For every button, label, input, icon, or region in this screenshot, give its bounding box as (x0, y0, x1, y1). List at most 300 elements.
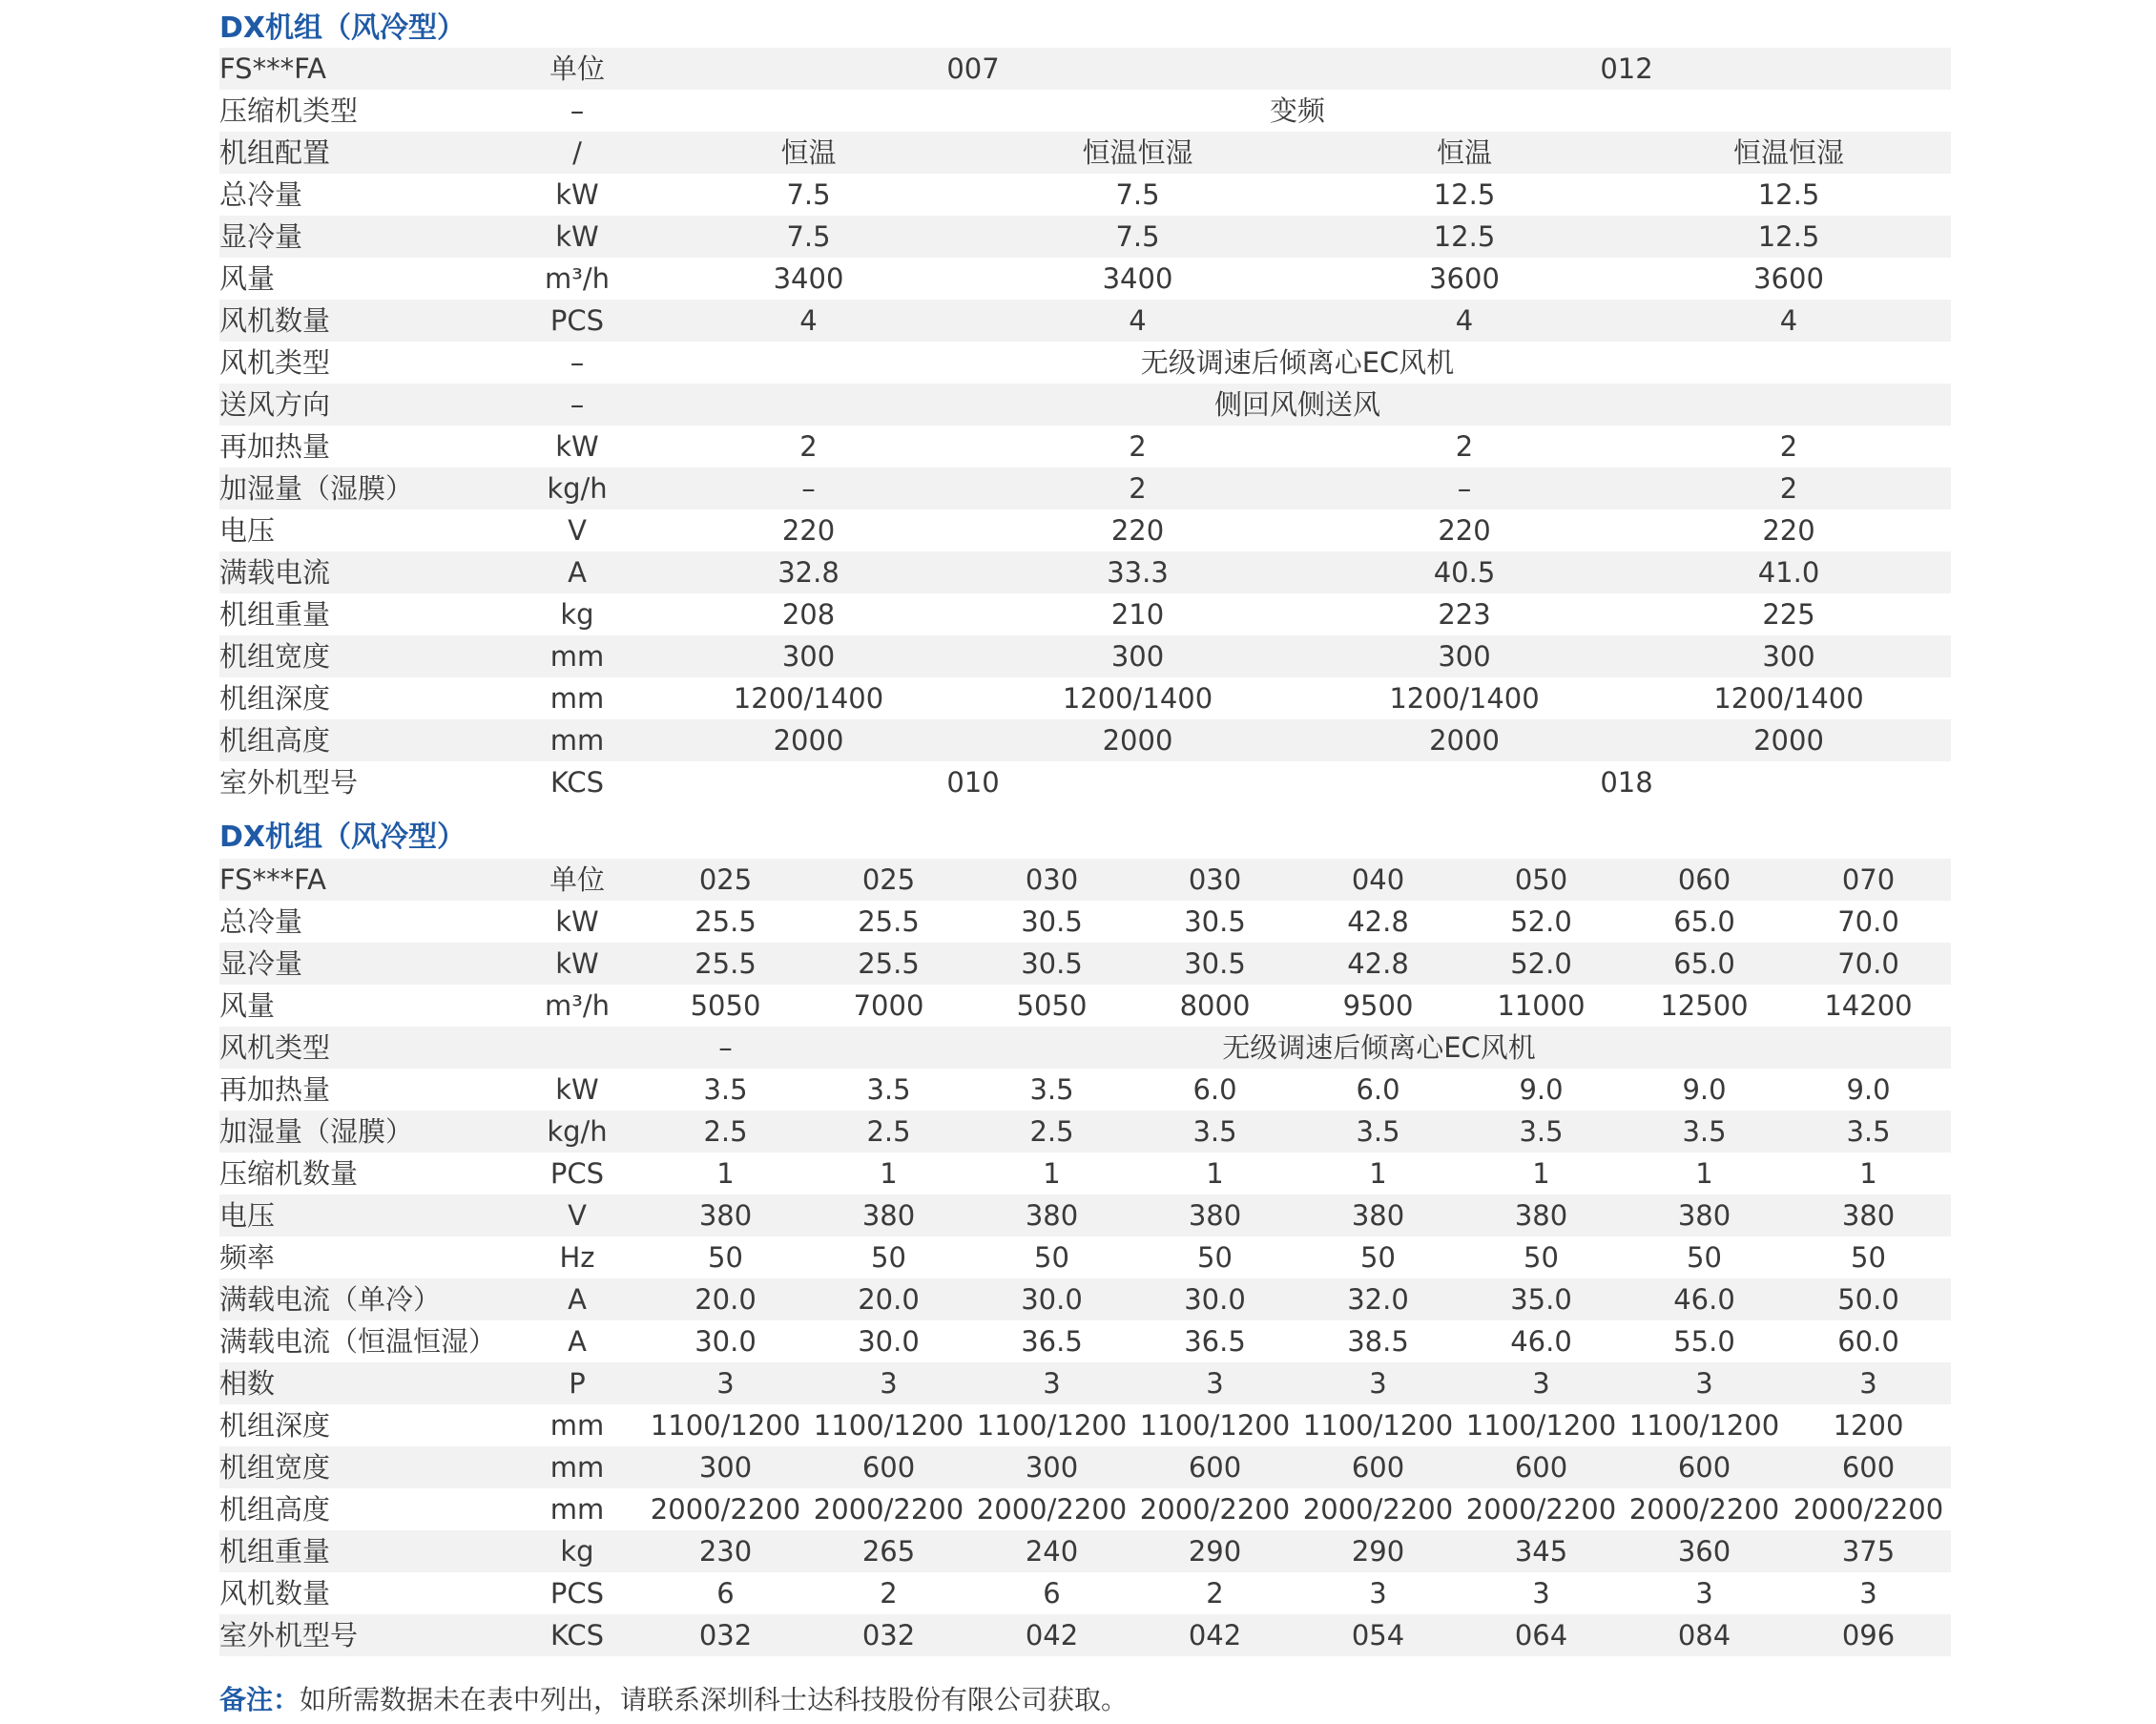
cell-value: 010 (946, 766, 1000, 799)
cell-value: 33.3 (973, 551, 1302, 593)
row-unit: mm (549, 682, 605, 715)
cell-value: 50 (871, 1241, 906, 1274)
row-unit: kg (560, 598, 594, 631)
table-row (219, 901, 1951, 943)
cell-value: 1100/1200 (976, 1409, 1128, 1442)
cell-value: 2.5 (644, 1111, 807, 1153)
table-row (219, 761, 1951, 803)
cell-value: 8000 (1179, 989, 1251, 1022)
row-label: 风机数量 (219, 300, 510, 342)
cell-value: 50 (1851, 1241, 1886, 1274)
cell-value: 1200/1400 (1062, 682, 1213, 715)
cell-value: 11000 (1497, 989, 1586, 1022)
cell-value: 030 (970, 859, 1133, 901)
cell-value: 2000 (644, 719, 973, 761)
cell-value: 042 (970, 1614, 1133, 1656)
cell-value: 6 (1043, 1577, 1061, 1610)
cell-value: 2000/2200 (1139, 1493, 1291, 1526)
row-unit: KCS (510, 1614, 644, 1656)
cell-value: 600 (1133, 1446, 1296, 1488)
cell-value: 35.0 (1460, 1278, 1623, 1320)
row-unit: P (510, 1362, 644, 1404)
row-label: 再加热量 (219, 430, 331, 463)
cell-value: 300 (973, 635, 1302, 677)
cell-value: 41.0 (1627, 551, 1951, 593)
cell-value: 025 (807, 859, 970, 901)
cell-value: 无级调速后倾离心EC风机 (1140, 346, 1455, 379)
row-unit: PCS (549, 1577, 605, 1610)
table-row (219, 859, 1951, 901)
cell-value: 65.0 (1673, 905, 1735, 938)
cell-value: 30.5 (970, 943, 1133, 985)
row-label: 满载电流 (219, 551, 510, 593)
cell-value: 5050 (1016, 989, 1088, 1022)
cell-value: 20.0 (807, 1278, 970, 1320)
row-unit: PCS (549, 1157, 605, 1190)
cell-value: 4 (973, 300, 1302, 342)
cell-value: 300 (970, 1446, 1133, 1488)
row-unit: mm (549, 1409, 605, 1442)
cell-value: 300 (644, 635, 973, 677)
cell-value: 096 (1786, 1614, 1951, 1656)
row-label: 机组配置 (219, 132, 510, 174)
cell-value: 30.5 (1184, 905, 1246, 938)
cell-value: 380 (807, 1194, 970, 1236)
row-label: 电压 (219, 1194, 510, 1236)
row-unit: Hz (559, 1241, 595, 1274)
table-row (219, 1069, 1951, 1111)
cell-value: 2 (1455, 430, 1474, 463)
table-row (219, 258, 1951, 300)
cell-value: 1 (880, 1157, 898, 1190)
cell-value: 600 (807, 1446, 970, 1488)
row-unit (510, 1027, 644, 1069)
cell-value: 2.5 (807, 1111, 970, 1153)
table-row (219, 384, 1951, 426)
cell-value: 3 (807, 1362, 970, 1404)
cell-value: 380 (644, 1194, 807, 1236)
cell-value: 46.0 (1510, 1325, 1572, 1358)
spec-table-2 (219, 859, 1951, 1656)
row-label: 显冷量 (219, 216, 510, 258)
cell-value: 230 (644, 1530, 807, 1572)
cell-value: 36.5 (1184, 1325, 1246, 1358)
cell-value: 060 (1623, 859, 1786, 901)
cell-value: 380 (1460, 1194, 1623, 1236)
cell-value: 1 (1859, 1157, 1877, 1190)
cell-value: 2 (1206, 1577, 1224, 1610)
table-row (219, 174, 1951, 216)
cell-value: 2000/2200 (650, 1493, 801, 1526)
cell-value: 2000 (1627, 719, 1951, 761)
row-label: 显冷量 (219, 943, 510, 985)
table-row (219, 677, 1951, 719)
cell-value: 55.0 (1673, 1325, 1735, 1358)
cell-value: 70.0 (1837, 905, 1899, 938)
row-unit: mm (549, 1493, 605, 1526)
cell-value: 52.0 (1460, 943, 1623, 985)
cell-value: 1100/1200 (1139, 1409, 1291, 1442)
cell-value: 064 (1460, 1614, 1623, 1656)
row-unit: – (570, 94, 585, 127)
cell-value: 7.5 (1115, 178, 1160, 211)
row-label: 风量 (219, 262, 276, 295)
cell-value: 恒温 (644, 132, 973, 174)
cell-value: 12500 (1660, 989, 1749, 1022)
cell-value: 3.5 (1623, 1111, 1786, 1153)
cell-value: 3 (1460, 1362, 1623, 1404)
cell-value: 30.5 (1133, 943, 1296, 985)
row-label: 再加热量 (219, 1073, 331, 1106)
spec-table-1 (219, 48, 1951, 803)
cell-value: 3600 (1429, 262, 1500, 295)
cell-value: 380 (1296, 1194, 1460, 1236)
table-row (219, 342, 1951, 384)
cell-value: 25.5 (694, 905, 757, 938)
cell-value: 032 (644, 1614, 807, 1656)
cell-value: 3 (1859, 1577, 1877, 1610)
table-row (219, 1614, 1951, 1656)
row-label: 满载电流（恒温恒湿） (219, 1325, 497, 1358)
cell-value: 1 (1532, 1157, 1550, 1190)
cell-value: – (1302, 467, 1627, 509)
cell-value: 25.5 (858, 905, 920, 938)
table-row (219, 985, 1951, 1027)
cell-value: 42.8 (1296, 943, 1460, 985)
cell-value: 30.0 (1133, 1278, 1296, 1320)
cell-value: 3.5 (1460, 1111, 1623, 1153)
cell-value: 4 (644, 300, 973, 342)
cell-value: – (644, 467, 973, 509)
row-unit: A (510, 551, 644, 593)
cell-value: 1 (1206, 1157, 1224, 1190)
table-row (219, 132, 1951, 174)
cell-value: 5050 (690, 989, 761, 1022)
cell-value: 14200 (1824, 989, 1913, 1022)
cell-value: 380 (1133, 1194, 1296, 1236)
row-unit: mm (510, 719, 644, 761)
cell-value: 30.0 (858, 1325, 920, 1358)
row-unit: m³/h (544, 989, 611, 1022)
cell-value: 070 (1786, 859, 1951, 901)
row-label: 送风方向 (219, 384, 510, 426)
cell-value: 2 (1627, 467, 1951, 509)
footnote-text: 如所需数据未在表中列出，请联系深圳科士达科技股份有限公司获取。 (300, 1684, 1129, 1715)
cell-value: 025 (644, 859, 807, 901)
cell-value: 1200/1400 (1389, 682, 1540, 715)
row-label: 压缩机数量 (219, 1157, 359, 1190)
cell-value: 2000/2200 (813, 1493, 964, 1526)
cell-value: 1100/1200 (813, 1409, 964, 1442)
table-row (219, 1236, 1951, 1278)
cell-value: 220 (1110, 514, 1165, 547)
cell-value: 20.0 (644, 1278, 807, 1320)
cell-value: 3600 (1753, 262, 1824, 295)
cell-value: 30.0 (970, 1278, 1133, 1320)
cell-value: 无级调速后倾离心EC风机 (807, 1027, 1951, 1069)
cell-value: 侧回风侧送风 (644, 384, 1951, 426)
cell-value: 2 (1129, 430, 1147, 463)
cell-value: 375 (1786, 1530, 1951, 1572)
row-label: 机组宽度 (219, 635, 510, 677)
row-label: 机组宽度 (219, 1446, 510, 1488)
row-unit: m³/h (544, 262, 611, 295)
table-row (219, 90, 1951, 132)
row-unit: kW (555, 905, 599, 938)
cell-value: 2 (799, 430, 818, 463)
cell-value: 3 (1623, 1362, 1786, 1404)
cell-value: 50 (708, 1241, 743, 1274)
table-row (219, 216, 1951, 258)
cell-value: 1100/1200 (1465, 1409, 1617, 1442)
row-label: FS***FA (219, 859, 510, 901)
cell-value: 3 (1296, 1362, 1460, 1404)
footnote (219, 1681, 1128, 1719)
cell-value: 50 (1197, 1241, 1233, 1274)
cell-value: 2000/2200 (1465, 1493, 1617, 1526)
cell-value: 恒温恒湿 (973, 132, 1302, 174)
cell-value: 50.0 (1786, 1278, 1951, 1320)
row-unit: V (510, 1194, 644, 1236)
cell-value: 1 (1695, 1157, 1713, 1190)
row-unit: kW (555, 1073, 599, 1106)
cell-value: 220 (1762, 514, 1815, 547)
cell-value: 240 (970, 1530, 1133, 1572)
row-unit: – (510, 384, 644, 426)
row-label: 机组深度 (219, 1409, 331, 1442)
table-row (219, 1278, 1951, 1320)
cell-value: 3.5 (1029, 1073, 1074, 1106)
table-row (219, 1362, 1951, 1404)
cell-value: 600 (1786, 1446, 1951, 1488)
table-row (219, 509, 1951, 551)
cell-value: 030 (1133, 859, 1296, 901)
cell-value: 7.5 (644, 216, 973, 258)
row-unit: mm (510, 1446, 644, 1488)
cell-value: 40.5 (1302, 551, 1627, 593)
row-label: 加湿量（湿膜） (219, 1111, 510, 1153)
table-row (219, 1530, 1951, 1572)
cell-value: 12.5 (1302, 216, 1627, 258)
cell-value: 1 (1369, 1157, 1387, 1190)
cell-value: 265 (807, 1530, 970, 1572)
table-row (219, 943, 1951, 985)
cell-value: 3 (644, 1362, 807, 1404)
cell-value: – (644, 1027, 807, 1069)
cell-value: 380 (970, 1194, 1133, 1236)
cell-value: 3 (970, 1362, 1133, 1404)
row-unit: – (570, 346, 585, 379)
cell-value: 3.5 (1296, 1111, 1460, 1153)
row-label: 风机类型 (219, 346, 331, 379)
cell-value: 360 (1623, 1530, 1786, 1572)
cell-value: 225 (1762, 598, 1815, 631)
row-unit: kg/h (510, 467, 644, 509)
cell-value: 054 (1296, 1614, 1460, 1656)
cell-value: 208 (781, 598, 836, 631)
table-row (219, 48, 1951, 90)
cell-value: 3 (1133, 1362, 1296, 1404)
cell-value: 2 (1779, 430, 1798, 463)
cell-value: 50 (1360, 1241, 1396, 1274)
cell-value: 9.0 (1519, 1073, 1564, 1106)
cell-value: 1200/1400 (733, 682, 884, 715)
cell-value: 30.5 (1021, 905, 1083, 938)
cell-value: 1100/1200 (1302, 1409, 1454, 1442)
row-unit: A (510, 1278, 644, 1320)
table-row (219, 719, 1951, 761)
table-row (219, 1194, 1951, 1236)
row-unit: kW (555, 430, 599, 463)
cell-value: 50 (1034, 1241, 1069, 1274)
cell-value: 25.5 (644, 943, 807, 985)
row-unit: kg (510, 1530, 644, 1572)
row-label: 室外机型号 (219, 1614, 510, 1656)
cell-value: 3.5 (1133, 1111, 1296, 1153)
cell-value: 084 (1623, 1614, 1786, 1656)
cell-value: 2000 (1302, 719, 1627, 761)
row-label: 机组高度 (219, 1493, 331, 1526)
table1-title: DX机组（风冷型） (219, 11, 466, 45)
row-label: 风机类型 (219, 1027, 510, 1069)
cell-value: 210 (1110, 598, 1165, 631)
table-row (219, 593, 1951, 635)
cell-value: 3 (1532, 1577, 1550, 1610)
cell-value: 007 (644, 48, 1302, 90)
row-label: 相数 (219, 1362, 510, 1404)
cell-value: 012 (1302, 48, 1951, 90)
table-row (219, 1027, 1951, 1069)
row-unit: kW (510, 943, 644, 985)
cell-value: 70.0 (1786, 943, 1951, 985)
table-row (219, 1153, 1951, 1194)
row-unit: kW (510, 216, 644, 258)
cell-value: 2000/2200 (1628, 1493, 1780, 1526)
cell-value: 3400 (1102, 262, 1173, 295)
cell-value: 3 (1369, 1577, 1387, 1610)
cell-value: 2000/2200 (1793, 1493, 1944, 1526)
cell-value: 600 (1296, 1446, 1460, 1488)
cell-value: 7000 (853, 989, 924, 1022)
cell-value: 2 (973, 467, 1302, 509)
row-unit: V (568, 514, 587, 547)
row-label: FS***FA (219, 48, 510, 90)
cell-value: 38.5 (1347, 1325, 1409, 1358)
cell-value: 300 (1302, 635, 1627, 677)
cell-value: 600 (1623, 1446, 1786, 1488)
cell-value: 42.8 (1347, 905, 1409, 938)
cell-value: 1200 (1833, 1409, 1904, 1442)
table-row (219, 1320, 1951, 1362)
table-row (219, 426, 1951, 467)
cell-value: 60.0 (1837, 1325, 1899, 1358)
row-label: 总冷量 (219, 905, 303, 938)
cell-value: 9500 (1342, 989, 1414, 1022)
cell-value: 050 (1460, 859, 1623, 901)
cell-value: 52.0 (1510, 905, 1572, 938)
cell-value: 32.0 (1296, 1278, 1460, 1320)
row-label: 频率 (219, 1241, 276, 1274)
row-unit: 单位 (510, 48, 644, 90)
cell-value: 1200/1400 (1713, 682, 1864, 715)
cell-value: 12.5 (1757, 178, 1820, 211)
cell-value: 345 (1460, 1530, 1623, 1572)
cell-value: 9.0 (1682, 1073, 1727, 1106)
cell-value: 380 (1786, 1194, 1951, 1236)
row-label: 风机数量 (219, 1577, 331, 1610)
row-unit: 单位 (510, 859, 644, 901)
row-label: 加湿量（湿膜） (219, 467, 510, 509)
cell-value: 3.5 (703, 1073, 748, 1106)
cell-value: 1100/1200 (650, 1409, 801, 1442)
cell-value: 6.0 (1192, 1073, 1237, 1106)
table-row (219, 1111, 1951, 1153)
cell-value: 290 (1133, 1530, 1296, 1572)
row-label: 电压 (219, 514, 276, 547)
row-unit: A (568, 1325, 587, 1358)
cell-value: 3400 (773, 262, 844, 295)
cell-value: 32.8 (644, 551, 973, 593)
cell-value: 3.5 (866, 1073, 911, 1106)
cell-value: 2 (880, 1577, 898, 1610)
row-label: 机组重量 (219, 598, 331, 631)
cell-value: 46.0 (1623, 1278, 1786, 1320)
cell-value: 220 (781, 514, 836, 547)
cell-value: 042 (1133, 1614, 1296, 1656)
cell-value: 12.5 (1433, 178, 1496, 211)
table-row (219, 1572, 1951, 1614)
row-label: 室外机型号 (219, 766, 359, 799)
row-label: 机组深度 (219, 682, 331, 715)
row-label: 风量 (219, 989, 276, 1022)
cell-value: 4 (1302, 300, 1627, 342)
cell-value: 290 (1296, 1530, 1460, 1572)
cell-value: 2.5 (970, 1111, 1133, 1153)
row-unit: kg/h (510, 1111, 644, 1153)
row-label: 机组重量 (219, 1530, 510, 1572)
footnote-label: 备注： (219, 1684, 301, 1715)
row-label: 压缩机类型 (219, 94, 359, 127)
cell-value: 25.5 (807, 943, 970, 985)
cell-value: 30.0 (694, 1325, 757, 1358)
row-label: 满载电流（单冷） (219, 1278, 510, 1320)
cell-value: 300 (1627, 635, 1951, 677)
cell-value: 7.5 (973, 216, 1302, 258)
cell-value: 恒温 (1302, 132, 1627, 174)
cell-value: 65.0 (1623, 943, 1786, 985)
table-row (219, 1404, 1951, 1446)
cell-value: 2000/2200 (1302, 1493, 1454, 1526)
row-unit: PCS (510, 300, 644, 342)
cell-value: 36.5 (1021, 1325, 1083, 1358)
cell-value: 223 (1438, 598, 1491, 631)
cell-value: 3 (1695, 1577, 1713, 1610)
table-row (219, 467, 1951, 509)
cell-value: 040 (1296, 859, 1460, 901)
cell-value: 12.5 (1627, 216, 1951, 258)
table-row (219, 1488, 1951, 1530)
cell-value: 1 (1043, 1157, 1061, 1190)
cell-value: 3 (1786, 1362, 1951, 1404)
cell-value: 1100/1200 (1628, 1409, 1780, 1442)
table2-title: DX机组（风冷型） (219, 820, 466, 854)
cell-value: 220 (1438, 514, 1491, 547)
cell-value: 6.0 (1356, 1073, 1400, 1106)
row-label: 机组高度 (219, 719, 510, 761)
cell-value: 300 (644, 1446, 807, 1488)
row-unit: / (510, 132, 644, 174)
cell-value: 032 (807, 1614, 970, 1656)
